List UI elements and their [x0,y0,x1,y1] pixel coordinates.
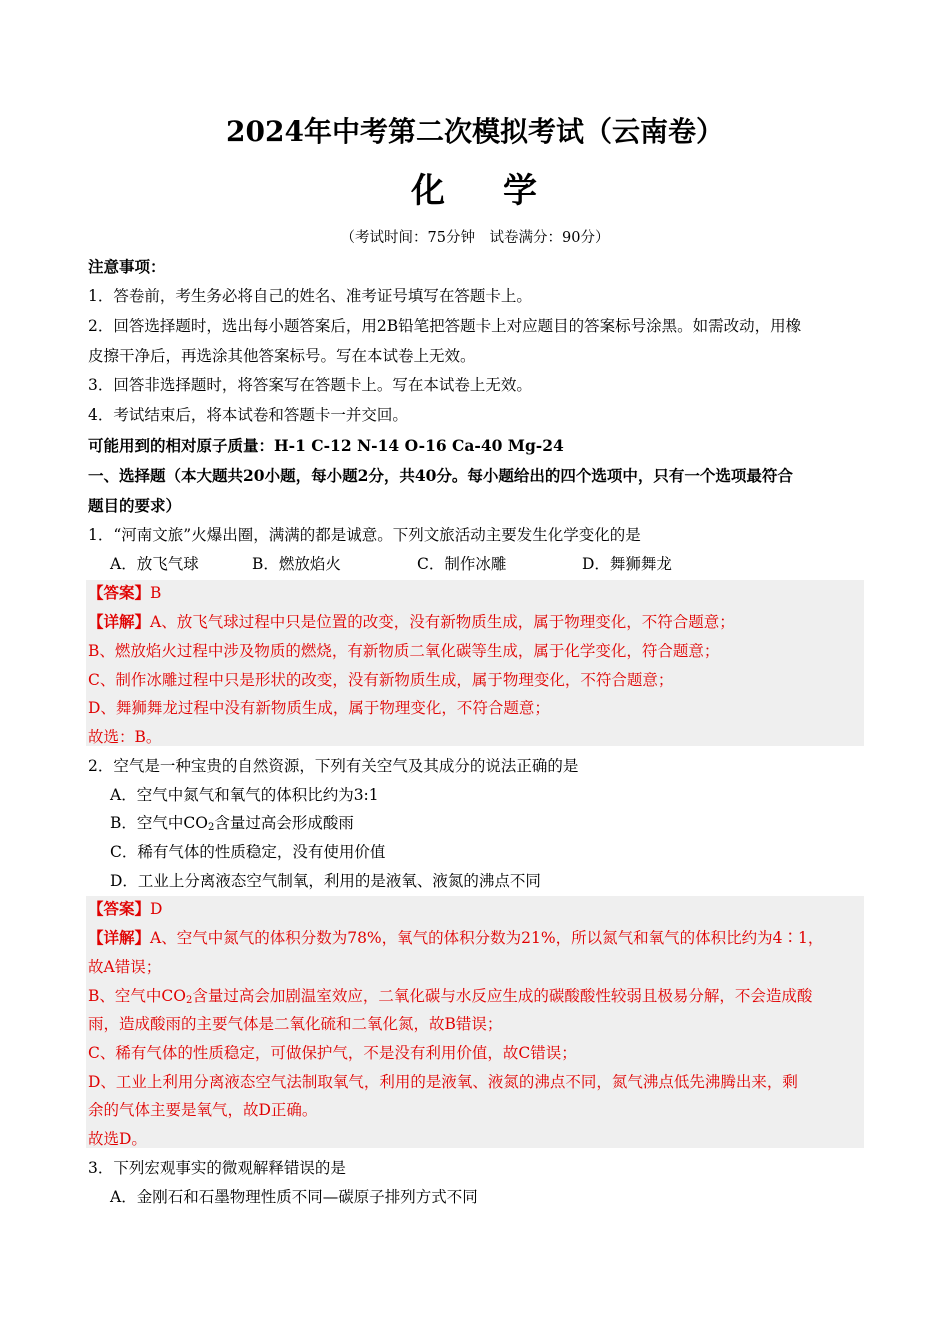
note-item-2: 2．回答选择题时，选出每小题答案后，用2B铅笔把答题卡上对应题目的答案标号涂黑。如需改动，用橡 [88,317,802,335]
q1-detail-tag: 【详解】 [88,612,151,631]
exam-info: （考试时间：75分钟 试卷满分：90分） [340,230,610,246]
q2-detail-1 [88,924,868,952]
q1-answer-value: B [150,584,162,602]
q2-detail-7: 余的气体主要是氧气，故D正确。 [88,1101,318,1119]
q1-option-d: D．舞狮舞龙 [582,555,672,573]
q2-detail-4: 雨，造成酸雨的主要气体是二氧化硫和二氧化氮，故B错误； [88,1015,503,1033]
atomic-masses: 可能用到的相对原子质量：H-1 C-12 N-14 O-16 Ca-40 Mg-24 [88,436,564,455]
q1-detail-1 [88,608,868,636]
q2-option-a: A．空气中氮气和氧气的体积比约为3:1 [110,786,379,804]
q2-detail-tag: 【详解】 [88,928,151,947]
subject-char-1: 化 [411,171,447,211]
subject-title [0,168,950,214]
note-item-3: 3．回答非选择题时，将答案写在答题卡上。写在本试卷上无效。 [88,376,532,394]
q1-detail-5: 故选：B。 [88,728,162,746]
q2-detail-5: C、稀有气体的性质稳定，可做保护气，不是没有利用价值，故C错误； [88,1044,577,1062]
note-item-1: 1．答卷前，考生务必将自己的姓名、准考证号填写在答题卡上。 [88,287,532,305]
q2-stem: 2．空气是一种宝贵的自然资源，下列有关空气及其成分的说法正确的是 [88,757,579,775]
q1-option-a: A．放飞气球 [110,555,199,573]
notes-heading: 注意事项： [88,257,166,276]
q2-option-b-pre: B．空气中CO [110,814,208,832]
q2-detail-3-post: 含量过高会加剧温室效应，二氧化碳与水反应生成的碳酸酸性较弱且极易分解，不会造成酸 [192,987,813,1005]
q2-option-b-sub: 2 [207,822,215,833]
q2-answer-value: D [150,900,163,918]
section-heading-cont: 题目的要求） [88,496,182,515]
q1-detail-3: C、制作冰雕过程中只是形状的改变，没有新物质生成，属于物理变化，不符合题意； [88,671,674,689]
q1-detail-4: D、舞狮舞龙过程中没有新物质生成，属于物理变化，不符合题意； [88,699,550,717]
q2-answer [88,895,868,923]
q2-detail-2: 故A错误； [88,958,162,976]
q1-answer [88,579,868,607]
q1-option-c: C．制作冰雕 [417,555,507,573]
q2-option-c: C．稀有气体的性质稳定，没有使用价值 [110,843,386,861]
q2-detail-8: 故选D。 [88,1130,147,1148]
q1-detail-1-text: A、放飞气球过程中只是位置的改变，没有新物质生成，属于物理变化，不符合题意； [150,613,735,631]
q2-detail-3-sub: 2 [185,995,193,1006]
q3-stem: 3．下列宏观事实的微观解释错误的是 [88,1159,346,1177]
q2-detail-1-text: A、空气中氮气的体积分数为78%，氧气的体积分数为21%，所以氮气和氧气的体积比约为4∶1， [150,929,824,947]
section-heading: 一、选择题（本大题共20小题，每小题2分，共40分。每小题给出的四个选项中，只有一个选项最符合 [88,466,793,485]
q1-stem: 1．“河南文旅”火爆出圈，满满的都是诚意。下列文旅活动主要发生化学变化的是 [88,526,641,544]
q2-option-b-post: 含量过高会形成酸雨 [214,814,354,832]
q1-answer-tag: 【答案】 [88,583,151,602]
q2-detail-3-pre: B、空气中CO [88,987,186,1005]
q2-detail-6: D、工业上利用分离液态空气法制取氧气，利用的是液氧、液氮的沸点不同，氮气沸点低先沸腾出来，剩 [88,1073,798,1091]
q3-option-a: A．金刚石和石墨物理性质不同—碳原子排列方式不同 [110,1188,478,1206]
q2-answer-tag: 【答案】 [88,899,151,918]
q1-detail-2: B、燃放焰火过程中涉及物质的燃烧，有新物质二氧化碳等生成，属于化学变化，符合题意； [88,642,720,660]
note-item-2-cont: 皮擦干净后，再选涂其他答案标号。写在本试卷上无效。 [88,347,476,365]
note-item-4: 4．考试结束后，将本试卷和答题卡一并交回。 [88,406,408,424]
q2-option-d: D．工业上分离液态空气制氧，利用的是液氧、液氮的沸点不同 [110,872,541,890]
exam-title: 2024年中考第二次模拟考试（云南卷） [226,115,724,148]
q1-option-b: B．燃放焰火 [252,555,341,573]
subject-char-2: 学 [503,171,539,211]
